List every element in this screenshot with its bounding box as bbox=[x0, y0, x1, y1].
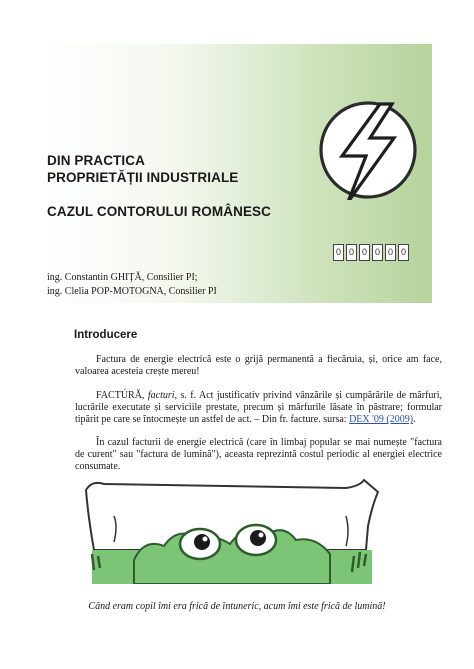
meter-digit: 0 bbox=[385, 244, 396, 261]
author-1: ing. Constantin GHIȚĂ, Consilier PI; bbox=[47, 272, 198, 283]
definition-end: . bbox=[413, 414, 416, 426]
paragraph-3: În cazul facturii de energie electrică (care în limbaj popular se mai numește "factura de curent" sau "factura de lumină"), aceasta reprezintă costul periodic al energiei electrice consumate. bbox=[75, 437, 442, 473]
meter-counter bbox=[333, 244, 409, 261]
title-line-1: DIN PRACTICA bbox=[47, 153, 145, 168]
subtitle: CAZUL CONTORULUI ROMÂNESC bbox=[47, 204, 271, 219]
meter-digit: 0 bbox=[372, 244, 383, 261]
definition-plural: facturi, bbox=[147, 390, 178, 401]
lightning-bolt-icon bbox=[318, 100, 418, 200]
paragraph-2 bbox=[75, 390, 442, 427]
meter-digit: 0 bbox=[346, 244, 357, 261]
dex-source-link[interactable]: DEX '09 (2009) bbox=[349, 414, 414, 426]
frog-peeking-icon bbox=[84, 476, 380, 584]
definition-term: FACTÚRĂ, bbox=[96, 390, 145, 401]
author-2: ing. Clelia POP-MOTOGNA, Consilier PI bbox=[47, 286, 217, 297]
meter-digit: 0 bbox=[333, 244, 344, 261]
definition-body: s. f. Act justificativ privind vânzările și cumpărările de mărfuri, lucrările executate și serviciile prestate, precum și mărfurile lăsate în păstrare; formular tipărit pe care se întocmește un astfel de act. – Din fr. facture. sursa: bbox=[75, 390, 442, 426]
paragraph-1: Factura de energie electrică este o grijă permanentă a fiecăruia, și, orice am face, valoarea acesteia crește mereu! bbox=[75, 354, 442, 378]
illustration-caption: Când eram copil îmi era frică de întuneric, acum îmi este frică de lumină! bbox=[88, 601, 386, 612]
title-line-2: PROPRIETĂȚII INDUSTRIALE bbox=[47, 170, 239, 185]
meter-digit: 0 bbox=[398, 244, 409, 261]
section-heading: Introducere bbox=[74, 329, 138, 341]
meter-digit: 0 bbox=[359, 244, 370, 261]
